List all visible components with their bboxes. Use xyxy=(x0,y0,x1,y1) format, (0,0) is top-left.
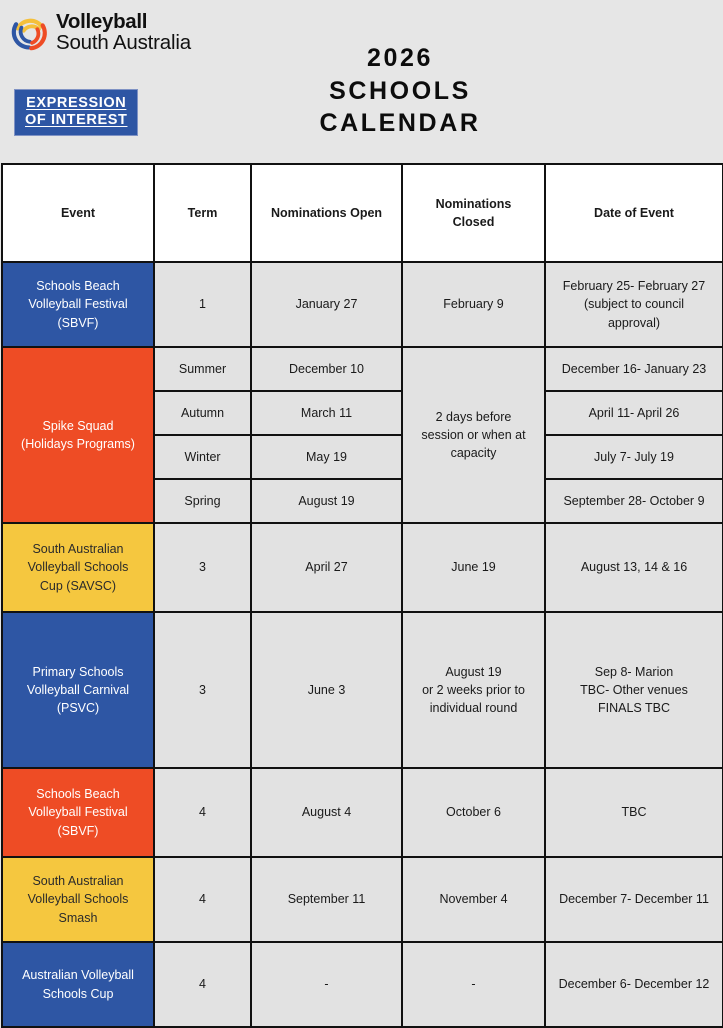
column-header-date-of-event: Date of Event xyxy=(545,164,723,262)
nominations-closed-cell: October 6 xyxy=(402,768,545,857)
nominations-closed-line: individual round xyxy=(429,701,518,716)
event-name-line: South Australian xyxy=(32,542,124,557)
column-header-nominations-open: Nominations Open xyxy=(251,164,402,262)
event-name-line: (SBVF) xyxy=(57,823,99,838)
date-of-event-cell: December 6- December 12 xyxy=(545,942,723,1027)
brand-name xyxy=(56,12,191,54)
date-of-event-cell xyxy=(545,612,723,768)
nominations-closed-line: or 2 weeks prior to xyxy=(422,682,525,697)
event-cell-sbvf-term1 xyxy=(2,262,154,347)
page-title-line3: CALENDAR xyxy=(319,109,481,137)
eoi-button-label-line2: OF INTEREST xyxy=(25,112,128,129)
term-cell: Spring xyxy=(154,479,251,523)
term-cell: Winter xyxy=(154,435,251,479)
date-of-event-cell: August 13, 14 & 16 xyxy=(545,523,723,612)
table-row xyxy=(2,262,723,347)
brand-name-line1: Volleyball xyxy=(56,10,148,33)
nominations-closed-cell: - xyxy=(402,942,545,1027)
term-cell: 4 xyxy=(154,857,251,942)
column-header-nominations-closed-line2: Closed xyxy=(452,215,495,229)
nominations-open-cell: June 3 xyxy=(251,612,402,768)
date-of-event-cell: December 7- December 11 xyxy=(545,857,723,942)
event-name-line: Volleyball Carnival xyxy=(26,682,130,697)
brand-lockup xyxy=(10,12,191,54)
term-cell: 3 xyxy=(154,523,251,612)
table-row xyxy=(2,768,723,857)
eoi-button-label-line1: EXPRESSION xyxy=(26,95,127,111)
nominations-closed-cell xyxy=(402,612,545,768)
date-of-event-cell: September 28- October 9 xyxy=(545,479,723,523)
event-cell-savsc xyxy=(2,523,154,612)
event-name-line: Cup (SAVSC) xyxy=(39,578,117,593)
event-name-line: (Holidays Programs) xyxy=(21,437,135,451)
nominations-closed-cell: February 9 xyxy=(402,262,545,347)
date-of-event-cell: TBC xyxy=(545,768,723,857)
date-of-event-cell xyxy=(545,262,723,347)
nominations-closed-line: 2 days before xyxy=(435,409,512,424)
event-cell-sbvf-term4 xyxy=(2,768,154,857)
nominations-open-cell: December 10 xyxy=(251,347,402,391)
date-line: February 25- February 27 xyxy=(562,279,706,294)
date-of-event-cell: December 16- January 23 xyxy=(545,347,723,391)
nominations-open-cell: September 11 xyxy=(251,857,402,942)
nominations-open-cell: August 19 xyxy=(251,479,402,523)
event-cell-spike-squad xyxy=(2,347,154,523)
event-name-line: South Australian xyxy=(32,874,124,889)
event-name-line: Primary Schools xyxy=(32,664,124,679)
expression-of-interest-button[interactable] xyxy=(14,89,138,136)
nominations-open-cell: August 4 xyxy=(251,768,402,857)
event-cell-psvc xyxy=(2,612,154,768)
nominations-closed-line: August 19 xyxy=(445,664,502,679)
schools-calendar-table xyxy=(1,163,723,1028)
page-title-line2: SCHOOLS xyxy=(329,76,471,105)
event-name-line: (PSVC) xyxy=(56,701,100,716)
date-line: FINALS TBC xyxy=(597,701,670,716)
column-header-term: Term xyxy=(154,164,251,262)
event-name-line: Schools Cup xyxy=(42,986,114,1001)
calendar-table-container xyxy=(0,163,723,1028)
table-row xyxy=(2,523,723,612)
event-cell-savs-smash xyxy=(2,857,154,942)
nominations-open-cell: March 11 xyxy=(251,391,402,435)
term-cell: 1 xyxy=(154,262,251,347)
table-header-row xyxy=(2,164,723,262)
date-line: TBC- Other venues xyxy=(580,682,688,697)
brand-name-line2: South Australia xyxy=(56,30,191,54)
event-name-line: Volleyball Festival xyxy=(28,297,128,312)
table-row xyxy=(2,612,723,768)
nominations-closed-cell-spike-squad xyxy=(402,347,545,523)
nominations-closed-line: session or when at xyxy=(421,427,526,442)
event-name-line: Schools Beach xyxy=(36,787,120,802)
table-row xyxy=(2,857,723,942)
page-title-year: 2026 xyxy=(366,44,433,72)
nominations-open-cell: - xyxy=(251,942,402,1027)
nominations-open-cell: April 27 xyxy=(251,523,402,612)
event-name-line: Spike Squad xyxy=(42,418,114,433)
page-title xyxy=(200,42,600,140)
table-row xyxy=(2,942,723,1027)
event-name-line: Australian Volleyball xyxy=(22,968,134,983)
event-name-line: Smash xyxy=(58,910,98,925)
column-header-event: Event xyxy=(2,164,154,262)
nominations-open-cell: May 19 xyxy=(251,435,402,479)
date-line: (subject to council xyxy=(583,297,685,312)
date-line: approval) xyxy=(607,315,661,330)
date-of-event-cell: July 7- July 19 xyxy=(545,435,723,479)
date-line: Sep 8- Marion xyxy=(594,664,674,679)
event-name-line: Volleyball Festival xyxy=(28,805,128,820)
event-name-line: Volleyball Schools xyxy=(27,560,129,575)
event-name-line: Volleyball Schools xyxy=(27,892,129,907)
table-row xyxy=(2,347,723,391)
volleyball-sa-logo-icon xyxy=(10,14,48,52)
nominations-closed-line: capacity xyxy=(450,446,497,461)
nominations-closed-cell: November 4 xyxy=(402,857,545,942)
term-cell: Autumn xyxy=(154,391,251,435)
term-cell: 4 xyxy=(154,942,251,1027)
term-cell: 4 xyxy=(154,768,251,857)
column-header-nominations-closed-line1: Nominations xyxy=(435,196,512,211)
term-cell: 3 xyxy=(154,612,251,768)
column-header-nominations-closed xyxy=(402,164,545,262)
nominations-closed-cell: June 19 xyxy=(402,523,545,612)
event-name-line: Schools Beach xyxy=(36,279,120,294)
nominations-open-cell: January 27 xyxy=(251,262,402,347)
event-cell-avsc xyxy=(2,942,154,1027)
date-of-event-cell: April 11- April 26 xyxy=(545,391,723,435)
term-cell: Summer xyxy=(154,347,251,391)
page-header xyxy=(0,0,723,163)
event-name-line: (SBVF) xyxy=(57,315,99,330)
